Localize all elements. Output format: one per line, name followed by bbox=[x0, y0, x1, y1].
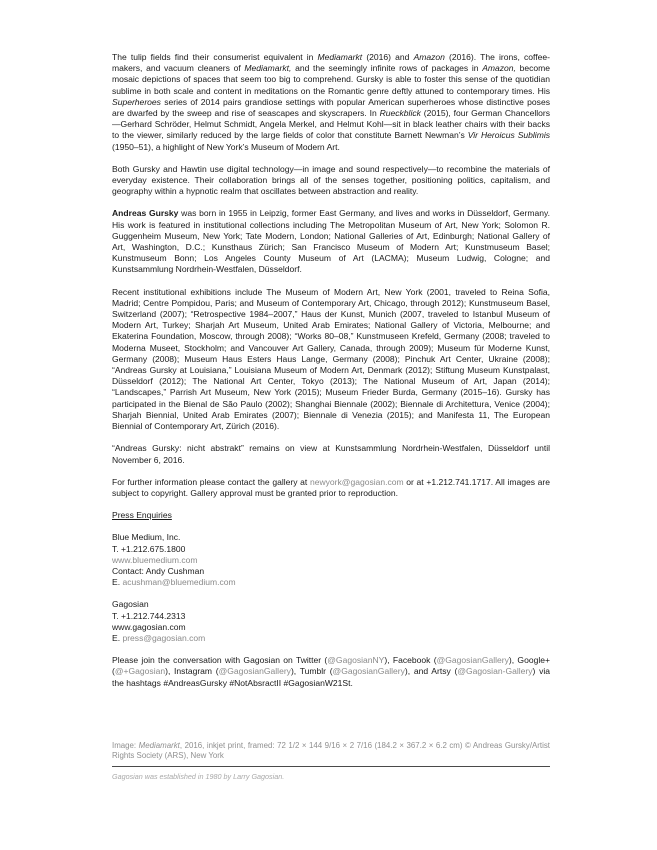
google-plus-link[interactable]: @+Gagosian bbox=[114, 666, 166, 677]
text: and the seemingly infinite rows of packages in bbox=[291, 63, 483, 74]
artwork-title: Mediamarkt bbox=[138, 741, 180, 750]
image-caption bbox=[112, 741, 550, 762]
text: series of 2014 pairs grandiose settings with popular American superheroes whose distinctive poses are dwarfed by the sweep and rise of seascapes and skyscrapers. In bbox=[112, 96, 550, 119]
email-line bbox=[112, 577, 550, 588]
website-link[interactable]: www.bluemedium.com bbox=[112, 554, 198, 565]
artsy-link[interactable]: @Gagosian-Gallery bbox=[457, 666, 533, 677]
facebook-link[interactable]: @GagosianGallery bbox=[436, 655, 509, 666]
text: For further information please contact the gallery at bbox=[112, 476, 310, 487]
email-link[interactable]: press@gagosian.com bbox=[122, 632, 206, 643]
text: or at +1.212.741.1717. All images are subject to copyright. Gallery approval must be granted prior to reproduction. bbox=[112, 476, 550, 498]
email-line bbox=[112, 633, 550, 644]
email-prefix: E. bbox=[112, 577, 123, 588]
artwork-title: Amazon, bbox=[482, 63, 516, 74]
blue-medium-contact bbox=[112, 532, 550, 588]
phone-number: T. +1.212.744.2313 bbox=[112, 610, 186, 621]
company-name: Blue Medium, Inc. bbox=[112, 532, 181, 543]
artwork-title: Mediamarkt, bbox=[244, 63, 292, 74]
text: ), Google+ ( bbox=[112, 655, 550, 677]
paragraph-biography bbox=[112, 208, 550, 275]
text: Please join the conversation with Gagosian on Twitter ( bbox=[112, 655, 328, 666]
email-prefix: E. bbox=[112, 632, 123, 643]
text: (1950–51), a highlight of New York’s Museum of Modern Art. bbox=[112, 141, 340, 152]
artwork-title: Rueckblick bbox=[379, 108, 421, 119]
text: was born in 1955 in Leipzig, former East Germany, and lives and works in Düsseldorf, Germany. His work is featured in institutional collections including The Metropolitan Museum of Art, New York; Solomon R. Guggenheim Museum, New York; Tate Modern, London; National Galleries of Art, Edinburgh; National Gallery of Art, Washington, D.C.; Kunsthaus Zürich; San Francisco Museum of Modern Art; Kunstmuseum Basel; Kunstmuseum Bonn; Los Angeles County Museum of Art (LACMA); Museum Ludwig, Cologne; and Kunstsammlung Nordrhein-Westfalen, Düsseldorf. bbox=[112, 208, 551, 275]
text: ), and Artsy ( bbox=[404, 666, 458, 677]
text: ), Instagram ( bbox=[165, 666, 219, 677]
text: The tulip fields find their consumerist equivalent in bbox=[112, 52, 318, 62]
instagram-link[interactable]: @GagosianGallery bbox=[218, 666, 291, 677]
artwork-title: Amazon bbox=[413, 52, 445, 62]
text: (2016). The irons, coffee-makers, and vacuum cleaners of bbox=[112, 52, 550, 74]
text: Image: bbox=[112, 741, 139, 750]
press-enquiries-heading: Press Enquiries bbox=[112, 510, 172, 521]
press-release-body bbox=[112, 52, 550, 689]
text: ), Tumblr ( bbox=[290, 666, 333, 677]
paragraph-digital-technology: Both Gursky and Hawtin use digital technology—in image and sound respectively—to recombine the materials of everyday existence. Their collaboration brings all of the senses together, positioning politics, capitalism, and geography within a hypnotic realm that oscillates between abstraction and reality. bbox=[112, 163, 550, 197]
paragraph-tulip-fields bbox=[112, 52, 550, 153]
text: (2016) and bbox=[362, 52, 414, 62]
gallery-email-link[interactable]: newyork@gagosian.com bbox=[309, 476, 404, 487]
website-link[interactable]: www.gagosian.com bbox=[112, 621, 186, 632]
press-enquiries bbox=[112, 510, 550, 644]
paragraph-on-view: “Andreas Gursky: nicht abstrakt” remains on view at Kunstsammlung Nordrhein-Westfalen, Düsseldorf until November 6, 2016. bbox=[112, 443, 550, 465]
twitter-link[interactable]: @GagosianNY bbox=[327, 655, 385, 666]
footer-divider bbox=[112, 766, 550, 767]
footer-note: Gagosian was established in 1980 by Larry Gagosian. bbox=[112, 772, 285, 781]
artist-name: Andreas Gursky bbox=[112, 208, 179, 219]
artwork-title: Mediamarkt bbox=[317, 52, 363, 62]
text: ), Facebook ( bbox=[384, 655, 437, 666]
paragraph-contact bbox=[112, 477, 550, 499]
gagosian-contact bbox=[112, 599, 550, 644]
paragraph-social bbox=[112, 655, 550, 689]
text: become mosaic depictions of spaces that seem too big to comprehend. Gursky is able to foster this sense of the quotidian sublime in both scale and content in meditations on the Romantic genre deftly attuned to contemporary times. His bbox=[112, 63, 550, 96]
artwork-title: Vir Heroicus Sublimis bbox=[467, 130, 550, 141]
company-name: Gagosian bbox=[112, 599, 149, 610]
contact-name: Contact: Andy Cushman bbox=[112, 565, 205, 576]
paragraph-exhibitions: Recent institutional exhibitions include The Museum of Modern Art, New York (2001, traveled to Reina Sofia, Madrid; Centre Pompidou, Paris; and Museum of Contemporary Art, Chicago, through 2012); Kunstmuseum Basel, Switzerland (2007); “Retrospective 1984–2007,” Haus der Kunst, Munich (2007, traveled to Istanbul Museum of Modern Art, Turkey; Sharjah Art Museum, United Arab Emirates; National Gallery of Victoria, Melbourne; and Ekaterina Foundation, Moscow, through 2008); “Works 80–08,” Kunstmuseen Krefeld, Germany (2008; traveled to Moderna Museet, Stockholm; and Vancouver Art Gallery, Canada, through 2009); Museum für Moderne Kunst, Germany (2008); Museum Haus Esters Haus Lange, Germany (2008); Pinchuk Art Center, Ukraine (2008); “Andreas Gursky at Louisiana,” Louisiana Museum of Modern Art, Denmark (2012); Stiftung Museum Kunstpalast, Düsseldorf (2012); The National Art Center, Tokyo (2013); The National Museum of Art, Japan (2014); “Landscapes,” Parrish Art Museum, New York (2015); Museum Frieder Burda, Germany (2015–16). Gursky has participated in the Bienal de São Paulo (2002); Shanghai Biennale (2002); Biennale di Architettura, Venice (2004); Sharjah Biennial, United Arab Emirates (2007); Biennale di Venezia (2015); and Manifesta 11, The European Biennial of Contemporary Art, Zürich (2016). bbox=[112, 286, 550, 432]
text: , 2016, inkjet print, framed: 72 1/2 × 144 9/16 × 2 7/16 (184.2 × 367.2 × 6.2 cm) © Andreas Gursky/Artist Rights Society (ARS), New York bbox=[112, 741, 550, 761]
text: (2015), four German Chancellors—Gerhard Schröder, Helmut Schmidt, Angela Merkel, and Helmut Kohl—sit in black leather chairs with their backs to the viewer, similarly reduced by the large fields of color that constitute Barnett Newman’s bbox=[112, 108, 550, 141]
tumblr-link[interactable]: @GagosianGallery bbox=[332, 666, 405, 677]
artwork-title: Superheroes bbox=[112, 96, 161, 107]
phone-number: T. +1.212.675.1800 bbox=[112, 543, 186, 554]
text: ) via the hashtags #AndreasGursky #NotAbsractII #GagosianW21St. bbox=[112, 666, 550, 688]
email-link[interactable]: acushman@bluemedium.com bbox=[122, 577, 236, 588]
